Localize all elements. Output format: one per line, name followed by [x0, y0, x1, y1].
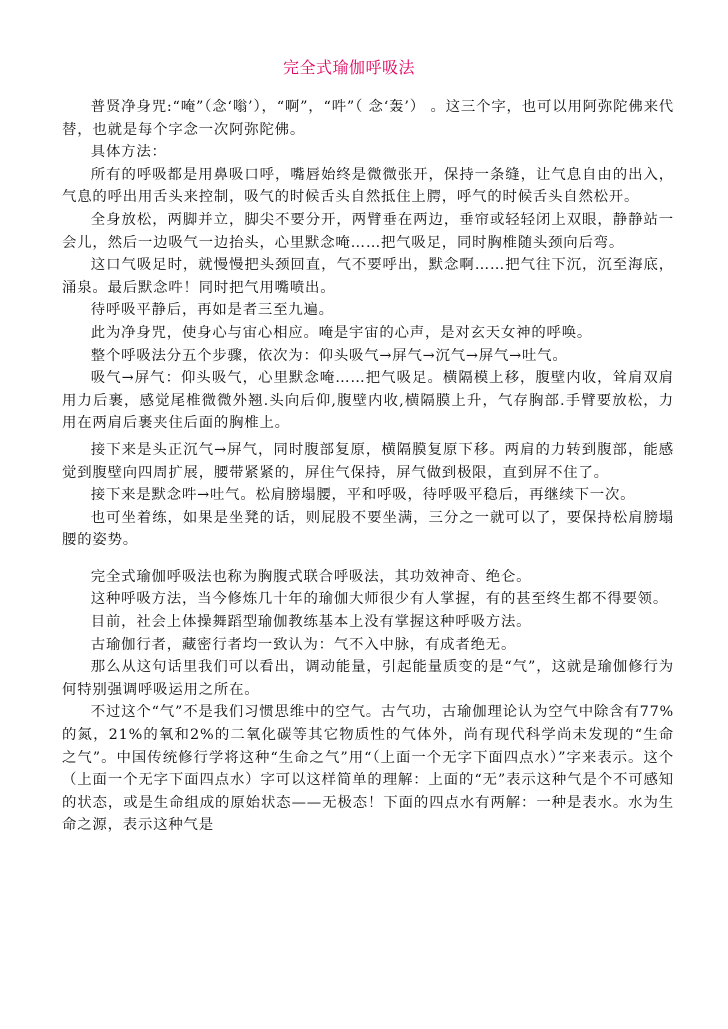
paragraph-exhale: 这口气吸足时，就慢慢把头颈回直，气不要呼出，默念啊……把气往下沉，沉至海底，涌泉。最后默念吽！同时把气用嘴喷出。	[62, 257, 674, 296]
document-body	[62, 96, 674, 837]
paragraph-method-heading: 具体方法：	[90, 144, 167, 161]
paragraph-ancient-yogis: 古瑜伽行者，藏密行者均一致认为：气不入中脉，有成者绝无。	[90, 636, 517, 653]
paragraph-coaches: 目前，社会上体操舞蹈型瑜伽教练基本上没有掌握这种呼吸方法。	[90, 614, 532, 631]
paragraph-masters: 这种呼吸方法，当今修炼几十年的瑜伽大师很少有人掌握，有的甚至终生都不得要领。	[90, 591, 669, 608]
paragraph-effect: 完全式瑜伽呼吸法也称为胸腹式联合呼吸法，其功效神奇、绝仑。	[90, 568, 532, 585]
paragraph-sitting: 也可坐着练，如果是坐凳的话，则屁股不要坐满，三分之一就可以了，要保持松肩膀塌腰的姿势。	[62, 509, 674, 549]
paragraph-repeat: 待呼吸平静后，再如是者三至九遍。	[90, 302, 334, 319]
paragraph-nose-mouth: 所有的呼吸都是用鼻吸口呼，嘴唇始终是微微张开，保持一条缝，让气息自由的出入，气息的呼出用舌头来控制，吸气的时候舌头自然抵住上腭，呼气的时候舌头自然松开。	[62, 166, 674, 206]
paragraph-step-inhale: 吸气→屏气：仰头吸气，心里默念唵……把气吸足。横隔模上移，腹壁内收，耸肩双肩用力后裹，感觉尾椎微微外翘.头向后仰,腹壁内收,横隔膜上升，气存胸部.手臂要放松，力用在两肩后裹夹住后面的胸椎上。	[62, 370, 674, 432]
paragraph-relax-stand: 全身放松，两脚并立，脚尖不要分开，两臂垂在两边，垂帘或轻轻闭上双眼，静静站一会儿，然后一边吸气一边抬头，心里默念唵……把气吸足，同时胸椎随头颈向后弯。	[62, 211, 674, 251]
paragraph-life-qi: 不过这个“气”不是我们习惯思维中的空气。古气功，古瑜伽理论认为空气中除含有77%的氮，21%的氧和2%的二氧化碳等其它物质性的气体外，尚有现代科学尚未发现的“生命之气”。中国传统修行学将这种“生命之气”用“（上面一个无字下面四点水）”字来表示。这个（上面一个无字下面四点水）字可以这样简单的理解：上面的“无”表示这种气是个不可感知的状态，或是生命组成的原始状态——无极态！下面的四点水有两解：一种是表水。水为生命之源，表示这种气是	[62, 704, 674, 834]
paragraph-five-steps: 整个呼吸法分五个步骤，依次为：仰头吸气→屏气→沉气→屏气→吐气。	[90, 347, 568, 364]
paragraph-mantra: 普贤净身咒:“唵”（念‘嗡’），“啊”，“吽”（ 念‘轰’） 。这三个字，也可以用阿弥陀佛来代替，也就是每个字念一次阿弥陀佛。	[62, 99, 674, 138]
paragraph-step-sink: 接下来是头正沉气→屏气，同时腹部复原，横隔膜复原下移。两肩的力转到腹部，能感觉到腹壁向四周扩展，腰带紧紧的，屏住气保持，屏气做到极限，直到屏不住了。	[62, 441, 674, 481]
document-title: 完全式瑜伽呼吸法	[282, 58, 415, 77]
paragraph-qi-importance: 那么从这句话里我们可以看出，调动能量，引起能量质变的是“气”，这就是瑜伽修行为何特别强调呼吸运用之所在。	[62, 659, 674, 698]
paragraph-step-exhale: 接下来是默念吽→吐气。松肩膀塌腰，平和呼吸，待呼吸平稳后，再继续下一次。	[90, 487, 636, 504]
paragraph-purpose: 此为净身咒，使身心与宙心相应。唵是宇宙的心声，是对玄天女神的呼唤。	[90, 324, 593, 341]
